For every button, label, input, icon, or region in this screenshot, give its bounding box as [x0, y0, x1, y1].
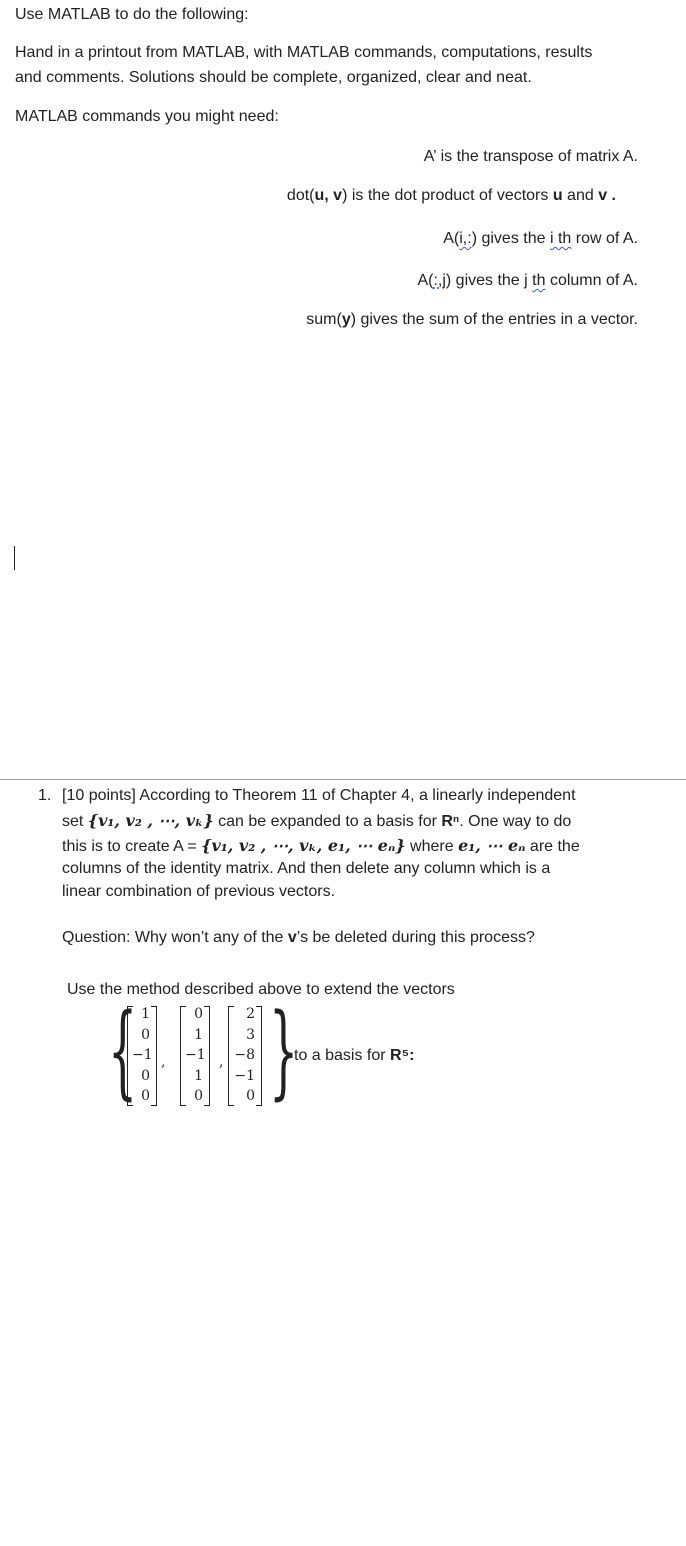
command-dot: dot(u, v) is the dot product of vectors u and v . — [286, 187, 616, 204]
command-sum: sum(y) gives the sum of the entries in a vector. — [306, 311, 638, 328]
method-instruction: Use the method described above to extend the vectors — [67, 981, 455, 998]
vector-2 — [180, 1004, 210, 1108]
vector-entry: 1 — [194, 1067, 203, 1084]
left-brace: { — [108, 992, 138, 1111]
problem-number: 1. — [38, 787, 52, 804]
problem-line-2: set {v₁, v₂ , ⋯, vₖ} can be expanded to a basis for Rⁿ. One way to do — [62, 811, 572, 830]
vector-entry: 1 — [141, 1006, 150, 1022]
vector-3 — [228, 1004, 262, 1108]
vector-entry: −1 — [234, 1067, 255, 1084]
problem-question: Question: Why won’t any of the v’s be deleted during this process? — [62, 929, 535, 946]
problem-line-3: this is to create A = {v₁, v₂ , ⋯, vₖ, e₁, ⋯ eₙ} where e₁, ⋯ eₙ are the — [62, 836, 580, 855]
page-divider — [0, 779, 686, 780]
vector-set-v: {v₁, v₂ , ⋯, vₖ} — [87, 811, 214, 830]
vector-entry: −1 — [132, 1047, 153, 1063]
vector-entry: 0 — [141, 1026, 150, 1043]
vector-entry: 3 — [246, 1026, 255, 1043]
command-column: A(:,j) gives the j th column of A. — [417, 272, 638, 289]
matrix-A-set: {v₁, v₂ , ⋯, vₖ, e₁, ⋯ eₙ} — [201, 836, 406, 855]
right-brace: } — [269, 992, 299, 1111]
comma: , — [219, 1054, 224, 1070]
vector-entry: 0 — [246, 1088, 255, 1104]
problem-line-5: linear combination of previous vectors. — [62, 883, 336, 900]
vector-entry: 0 — [141, 1067, 150, 1084]
vector-entry: 0 — [141, 1088, 150, 1104]
vector-entry: −1 — [185, 1047, 206, 1063]
vector-entry: −8 — [234, 1047, 255, 1063]
intro-instructions-line2: and comments. Solutions should be complete, organized, clear and neat. — [15, 69, 532, 86]
vector-entry: 0 — [194, 1006, 203, 1022]
text-cursor — [14, 546, 15, 570]
problem-line-4: columns of the identity matrix. And then delete any column which is a — [62, 860, 551, 877]
vector-1 — [127, 1004, 157, 1108]
vector-entry: 2 — [246, 1006, 255, 1022]
commands-heading: MATLAB commands you might need: — [15, 108, 279, 125]
basis-target: to a basis for R⁵: — [294, 1047, 415, 1064]
command-row: A(i,:) gives the i th row of A. — [443, 230, 638, 247]
vector-entry: 0 — [194, 1088, 203, 1104]
intro-instructions-line1: Hand in a printout from MATLAB, with MATLAB commands, computations, results — [15, 44, 593, 61]
intro-heading: Use MATLAB to do the following: — [15, 6, 249, 23]
comma: , — [161, 1054, 166, 1070]
command-transpose: A’ is the transpose of matrix A. — [423, 148, 638, 165]
vector-entry: 1 — [194, 1026, 203, 1043]
problem-line-1: [10 points] According to Theorem 11 of Chapter 4, a linearly independent — [62, 787, 576, 804]
